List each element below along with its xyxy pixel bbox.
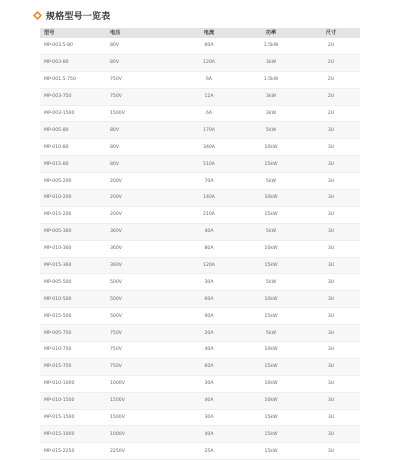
cell-model: MP-010-80 (40, 139, 108, 156)
cell-model: MP-003-80 (40, 54, 108, 71)
cell-model: MP-010-200 (40, 190, 108, 207)
spec-table (40, 28, 360, 460)
table-row (40, 325, 360, 342)
cell-voltage: 750V (108, 342, 178, 359)
cell-power: 5kW (240, 122, 302, 139)
cell-power: 10kW (240, 190, 302, 207)
cell-power: 10kW (240, 240, 302, 257)
table-header-row (40, 28, 360, 38)
cell-voltage: 80V (108, 139, 178, 156)
cell-voltage: 750V (108, 71, 178, 88)
header-voltage: 电压 (108, 28, 178, 38)
cell-power: 15kW (240, 156, 302, 173)
cell-size: 3U (302, 392, 360, 409)
cell-current: 60A (178, 358, 240, 375)
cell-current: 25A (178, 443, 240, 460)
cell-voltage: 1000V (108, 426, 178, 443)
diamond-bullet-icon (33, 11, 42, 20)
cell-power: 15kW (240, 206, 302, 223)
cell-size: 3U (302, 139, 360, 156)
cell-model: MP-010-1500 (40, 392, 108, 409)
table-row (40, 190, 360, 207)
cell-size: 3U (302, 308, 360, 325)
cell-model: MP-015-200 (40, 206, 108, 223)
cell-power: 5kW (240, 173, 302, 190)
cell-current: 6A (178, 71, 240, 88)
cell-size: 3U (302, 342, 360, 359)
cell-power: 15kW (240, 358, 302, 375)
cell-model: MP-003-1500 (40, 105, 108, 122)
cell-power: 10kW (240, 342, 302, 359)
cell-model: MP-015-750 (40, 358, 108, 375)
cell-model: MP-015-80 (40, 156, 108, 173)
header-model: 型号 (40, 28, 108, 38)
table-row (40, 426, 360, 443)
header-size: 尺寸 (302, 28, 360, 38)
cell-size: 3U (302, 173, 360, 190)
cell-power: 15kW (240, 308, 302, 325)
cell-model: MP-010-750 (40, 342, 108, 359)
cell-model: MP-005-500 (40, 274, 108, 291)
cell-size: 3U (302, 274, 360, 291)
cell-power: 3kW (240, 88, 302, 105)
cell-size: 3U (302, 325, 360, 342)
cell-size: 3U (302, 409, 360, 426)
table-row (40, 358, 360, 375)
table-row (40, 71, 360, 88)
cell-model: MP-005-80 (40, 122, 108, 139)
cell-model: MP-015-500 (40, 308, 108, 325)
cell-current: 120A (178, 54, 240, 71)
cell-size: 2U (302, 71, 360, 88)
cell-power: 10kW (240, 392, 302, 409)
table-row (40, 173, 360, 190)
cell-voltage: 360V (108, 257, 178, 274)
cell-model: MP-015-360 (40, 257, 108, 274)
table-row (40, 443, 360, 460)
cell-model: MP-010-500 (40, 291, 108, 308)
cell-model: MP-005-750 (40, 325, 108, 342)
table-row (40, 375, 360, 392)
cell-power: 5kW (240, 325, 302, 342)
table-body (40, 38, 360, 460)
cell-model: MP-010-360 (40, 240, 108, 257)
cell-model: MP-015-2250 (40, 443, 108, 460)
table-row (40, 88, 360, 105)
cell-power: 15kW (240, 257, 302, 274)
cell-voltage: 200V (108, 190, 178, 207)
cell-size: 3U (302, 122, 360, 139)
page-title: 规格型号一览表 (46, 11, 111, 22)
cell-size: 2U (302, 54, 360, 71)
cell-current: 80A (178, 240, 240, 257)
table-row (40, 156, 360, 173)
cell-power: 3kW (240, 105, 302, 122)
table-row (40, 139, 360, 156)
cell-current: 210A (178, 206, 240, 223)
table-row (40, 291, 360, 308)
table-row (40, 122, 360, 139)
cell-current: 140A (178, 190, 240, 207)
cell-current: 120A (178, 257, 240, 274)
cell-power: 1.5kW (240, 38, 302, 54)
cell-voltage: 200V (108, 206, 178, 223)
cell-current: 30A (178, 274, 240, 291)
cell-power: 10kW (240, 375, 302, 392)
cell-voltage: 500V (108, 274, 178, 291)
cell-voltage: 1500V (108, 409, 178, 426)
table-row (40, 257, 360, 274)
cell-voltage: 500V (108, 308, 178, 325)
table-row (40, 240, 360, 257)
cell-power: 5kW (240, 223, 302, 240)
cell-model: MP-010-1000 (40, 375, 108, 392)
cell-model: MP-005-360 (40, 223, 108, 240)
cell-current: 40A (178, 342, 240, 359)
cell-voltage: 200V (108, 173, 178, 190)
table-row (40, 38, 360, 54)
cell-size: 3U (302, 156, 360, 173)
cell-size: 2U (302, 105, 360, 122)
cell-current: 170A (178, 122, 240, 139)
cell-power: 5kW (240, 274, 302, 291)
cell-voltage: 360V (108, 223, 178, 240)
cell-size: 3U (302, 240, 360, 257)
cell-size: 3U (302, 190, 360, 207)
cell-current: 340A (178, 139, 240, 156)
cell-size: 2U (302, 88, 360, 105)
table-row (40, 223, 360, 240)
cell-current: 510A (178, 156, 240, 173)
table-row (40, 342, 360, 359)
cell-voltage: 1500V (108, 392, 178, 409)
cell-model: MP-001.5-750 (40, 71, 108, 88)
cell-power: 15kW (240, 443, 302, 460)
header-current: 电流 (178, 28, 240, 38)
cell-voltage: 1000V (108, 375, 178, 392)
table-row (40, 206, 360, 223)
table-row (40, 274, 360, 291)
cell-power: 15kW (240, 426, 302, 443)
table-row (40, 392, 360, 409)
cell-size: 2U (302, 38, 360, 54)
cell-current: 30A (178, 409, 240, 426)
cell-power: 1.5kW (240, 71, 302, 88)
cell-voltage: 750V (108, 358, 178, 375)
cell-power: 10kW (240, 291, 302, 308)
header-power: 功率 (240, 28, 302, 38)
table-row (40, 308, 360, 325)
cell-current: 30A (178, 375, 240, 392)
cell-power: 10kW (240, 139, 302, 156)
cell-current: 6A (178, 105, 240, 122)
cell-current: 60A (178, 291, 240, 308)
cell-size: 3U (302, 426, 360, 443)
cell-model: MP-005-200 (40, 173, 108, 190)
cell-size: 3U (302, 358, 360, 375)
cell-power: 3kW (240, 54, 302, 71)
cell-current: 90A (178, 308, 240, 325)
cell-current: 70A (178, 173, 240, 190)
cell-voltage: 750V (108, 88, 178, 105)
cell-size: 3U (302, 443, 360, 460)
cell-voltage: 80V (108, 156, 178, 173)
cell-model: MP-003-750 (40, 88, 108, 105)
cell-voltage: 80V (108, 122, 178, 139)
cell-voltage: 500V (108, 291, 178, 308)
table-row (40, 105, 360, 122)
cell-voltage: 80V (108, 54, 178, 71)
cell-voltage: 2250V (108, 443, 178, 460)
cell-voltage: 750V (108, 325, 178, 342)
cell-model: MP-015-1000 (40, 426, 108, 443)
cell-current: 60A (178, 38, 240, 54)
cell-current: 40A (178, 223, 240, 240)
cell-voltage: 360V (108, 240, 178, 257)
cell-size: 3U (302, 291, 360, 308)
cell-size: 3U (302, 375, 360, 392)
cell-size: 3U (302, 206, 360, 223)
cell-current: 40A (178, 426, 240, 443)
cell-current: 40A (178, 392, 240, 409)
cell-power: 15kW (240, 409, 302, 426)
cell-size: 3U (302, 223, 360, 240)
table-row (40, 409, 360, 426)
cell-voltage: 1500V (108, 105, 178, 122)
section-header (33, 8, 110, 22)
cell-voltage: 80V (108, 38, 178, 54)
cell-size: 3U (302, 257, 360, 274)
cell-current: 12A (178, 88, 240, 105)
cell-current: 20A (178, 325, 240, 342)
table-row (40, 54, 360, 71)
cell-model: MP-015-1500 (40, 409, 108, 426)
cell-model: MP-003.5-80 (40, 38, 108, 54)
